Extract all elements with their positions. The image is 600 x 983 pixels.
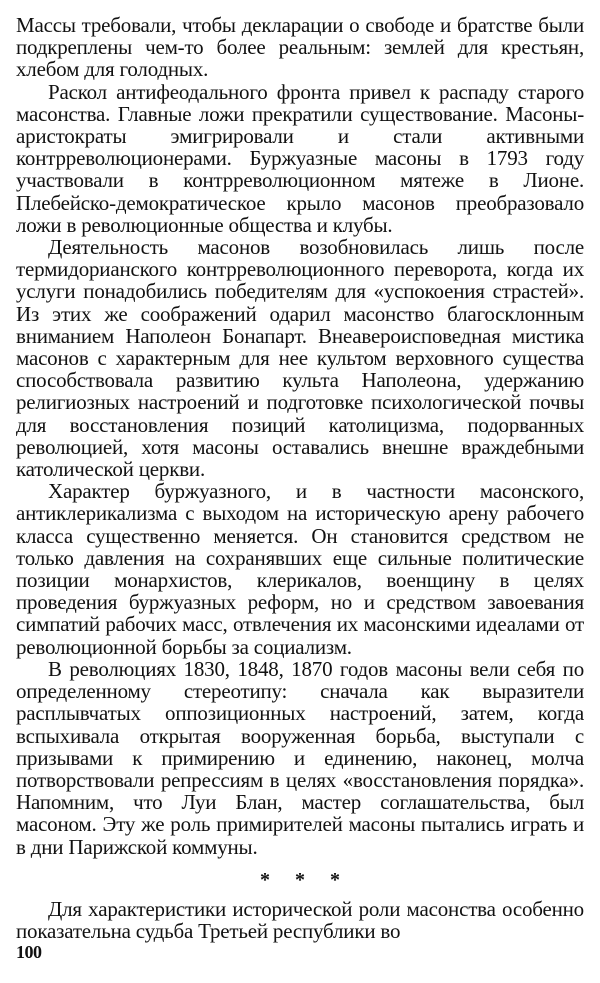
paragraph-3: Деятельность масонов возобновилась лишь после термидорианского контрреволюционного переворота, когда их услуги понадобились победителям для «успокоения страстей». Из этих же соображений одарил масонство благосклонным вниманием Наполеон Бонапарт. Внеавероисповедная мистика масонов с характерным для нее культом верховного существа способствовала развитию культа Наполеона, удержанию религиозных настроений и подготовке психологической почвы для восстановления позиций католицизма, подорванных революцией, хотя масоны оставались внешне враждебными католической церкви. xyxy=(16,235,584,482)
book-page xyxy=(16,14,584,969)
section-separator: * * * xyxy=(260,868,350,891)
paragraph-4: Характер буржуазного, и в частности масонского, антиклерикализма с выходом на историческую арену рабочего класса существенно меняется. Он становится средством не только давления на сохранявших еще сильные политические позиции монархистов, клерикалов, военщину в целях проведения буржуазных реформ, но и средством завоевания симпатий рабочих масс, отвлечения их масонскими идеалами от революционной борьбы за социализм. xyxy=(16,479,584,659)
paragraph-closing: Для характеристики исторической роли масонства особенно показательна судьба Третьей республики во xyxy=(16,896,584,943)
paragraph-1: Массы требовали, чтобы декларации о свободе и братстве были подкреплены чем-то более реальным: землей для крестьян, хлебом для голодных. xyxy=(16,13,584,82)
page-number: 100 xyxy=(16,942,42,962)
paragraph-2: Раскол антифеодального фронта привел к распаду старого масонства. Главные ложи прекратили существование. Масоны-аристократы эмигрировали и стали активными контрреволюционерами. Буржуазные масоны в 1793 году участвовали в контрреволюционном мятеже в Лионе. Плебейско-демократическое крыло масонов преобразовало ложи в революционные общества и клубы. xyxy=(16,79,584,237)
paragraph-5: В революциях 1830, 1848, 1870 годов масоны вели себя по определенному стереотипу: сначала как выразители расплывчатых оппозиционных настроений, затем, когда вспыхивала открытая вооруженная борьба, выступали с призывами к примирению и единению, наконец, молча потворствовали репрессиям в целях «восстановления порядка». Напомним, что Луи Блан, мастер соглашательства, был масоном. Эту же роль примирителей масоны пытались играть и в дни Парижской коммуны. xyxy=(16,656,584,859)
